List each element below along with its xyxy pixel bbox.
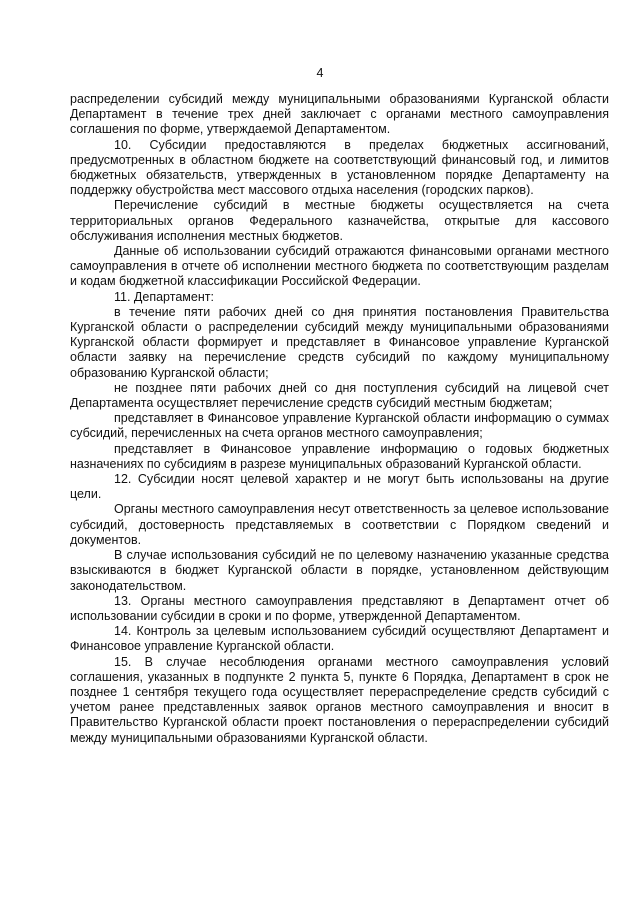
paragraph-item-11-a: в течение пяти рабочих дней со дня принятия постановления Правительства Курганской области о распределении субсидий между муниципальными образованиями Курганской области формирует и представляет в Финансовое управление Курганской области заявку на перечисление средств субсидий по каждому муниципальному образованию Курганской области; <box>70 304 609 380</box>
paragraph-item-13: 13. Органы местного самоуправления представляют в Департамент отчет об использовании субсидии в сроки и по форме, утвержденной Департаментом. <box>70 593 609 623</box>
paragraph-transfer-subsidies: Перечисление субсидий в местные бюджеты осуществляется на счета территориальных органов Федерального казначейства, открытые для кассового обслуживания исполнения местных бюджетов. <box>70 198 609 243</box>
document-body <box>70 92 609 746</box>
paragraph-item-11-c: представляет в Финансовое управление Курганской области информацию о суммах субсидий, перечисленных на счета органов местного самоуправления; <box>70 411 609 441</box>
paragraph-responsibility: Органы местного самоуправления несут ответственность за целевое использование субсидий, достоверность представляемых в соответствии с Порядком сведений и документов. <box>70 502 609 547</box>
paragraph-item-11: 11. Департамент: <box>114 289 214 304</box>
paragraph-item-11-b: не позднее пяти рабочих дней со дня поступления субсидий на лицевой счет Департамента осуществляет перечисление средств субсидий местным бюджетам; <box>70 380 609 411</box>
paragraph-misuse: В случае использования субсидий не по целевому назначению указанные средства взыскиваются в бюджет Курганской области в порядке, установленном действующим законодательством. <box>70 548 609 593</box>
paragraph-usage-data: Данные об использовании субсидий отражаются финансовыми органами местного самоуправления в отчете об исполнении местного бюджета по соответствующим разделам и кодам бюджетной классификации Российской Федерации. <box>70 244 609 289</box>
paragraph-item-15: 15. В случае несоблюдения органами местного самоуправления условий соглашения, указанных в подпункте 2 пункта 5, пункте 6 Порядка, Департамент в срок не позднее 1 сентября текущего года осуществляет перераспределение средств субсидий с учетом ранее представленных заявок органов местного самоуправления и вносит в Правительство Курганской области проект постановления о перераспределении субсидий между муниципальными образованиями Курганской области. <box>70 654 609 745</box>
paragraph-item-10: 10. Субсидии предоставляются в пределах бюджетных ассигнований, предусмотренных в областном бюджете на соответствующий финансовый год, и лимитов бюджетных обязательств, утвержденных в установленном порядке Департаменту на поддержку обустройства мест массового отдыха населения (городских парков). <box>70 137 609 198</box>
paragraph-item-11-d: представляет в Финансовое управление информацию о годовых бюджетных назначениях по субсидиям в разрезе муниципальных образований Курганской области. <box>70 441 609 471</box>
paragraph-item-12: 12. Субсидии носят целевой характер и не могут быть использованы на другие цели. <box>70 472 609 502</box>
paragraph-item-14: 14. Контроль за целевым использованием субсидий осуществляют Департамент и Финансовое управление Курганской области. <box>70 624 609 654</box>
paragraph-continuation: распределении субсидий между муниципальными образованиями Курганской области Департамент в течение трех дней заключает с органами местного самоуправления соглашения по форме, утверждаемой Департаментом. <box>70 92 609 137</box>
page-number: 4 <box>316 66 324 80</box>
